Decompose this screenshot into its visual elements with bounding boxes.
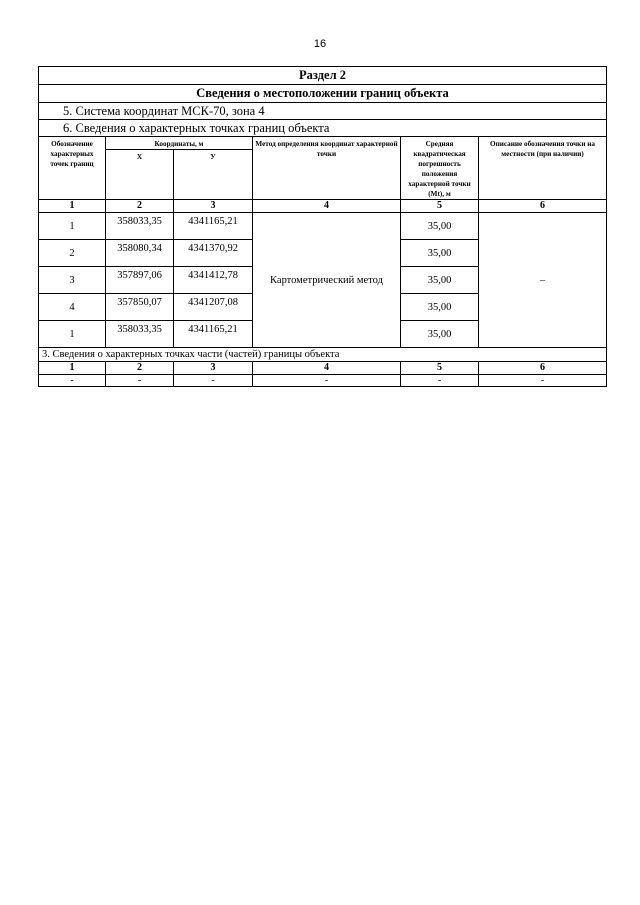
page-number: 16 xyxy=(313,38,327,50)
x-coordinate: 357897,06 xyxy=(106,267,174,294)
header-method: Метод определения координат характерной точки xyxy=(253,137,401,200)
column-number: 3 xyxy=(174,200,253,213)
column-number: 3 xyxy=(174,362,253,375)
header-point-designation: Обозначение характерных точек границ xyxy=(39,137,106,200)
header-x: X xyxy=(106,150,174,200)
point-label: 1 xyxy=(39,213,106,240)
empty-cell: - xyxy=(479,375,607,387)
y-coordinate: 4341165,21 xyxy=(174,213,253,240)
header-y: У xyxy=(174,150,253,200)
x-coordinate: 358033,35 xyxy=(106,213,174,240)
point-label: 1 xyxy=(39,321,106,348)
accuracy-value: 35,00 xyxy=(401,294,479,321)
description-cell: – xyxy=(479,213,607,348)
section-title: Раздел 2 xyxy=(39,67,607,85)
column-number: 6 xyxy=(479,200,607,213)
header-coordinates: Координаты, м xyxy=(106,137,253,150)
y-coordinate: 4341412,78 xyxy=(174,267,253,294)
method-cell: Картометрический метод xyxy=(253,213,401,348)
coordinate-system-line: 5. Система координат МСК-70, зона 4 xyxy=(39,103,607,120)
empty-cell: - xyxy=(174,375,253,387)
column-number: 2 xyxy=(106,362,174,375)
header-description: Описание обозначения точки на местности (при наличии) xyxy=(479,137,607,200)
x-coordinate: 357850,07 xyxy=(106,294,174,321)
x-coordinate: 358033,35 xyxy=(106,321,174,348)
column-number: 6 xyxy=(479,362,607,375)
table-row xyxy=(39,213,607,240)
column-number: 5 xyxy=(401,362,479,375)
header-accuracy: Средняя квадратическая погрешность положения характерной точки (Mt), м xyxy=(401,137,479,200)
column-number: 1 xyxy=(39,362,106,375)
column-number: 1 xyxy=(39,200,106,213)
accuracy-value: 35,00 xyxy=(401,213,479,240)
section-subtitle: Сведения о местоположении границ объекта xyxy=(39,85,607,103)
accuracy-value: 35,00 xyxy=(401,321,479,348)
y-coordinate: 4341165,21 xyxy=(174,321,253,348)
points-info-line: 6. Сведения о характерных точках границ объекта xyxy=(39,120,607,137)
y-coordinate: 4341207,08 xyxy=(174,294,253,321)
column-number: 4 xyxy=(253,200,401,213)
accuracy-value: 35,00 xyxy=(401,267,479,294)
section3-title: 3. Сведения о характерных точках части (частей) границы объекта xyxy=(39,348,607,362)
point-label: 2 xyxy=(39,240,106,267)
column-number: 4 xyxy=(253,362,401,375)
empty-cell: - xyxy=(39,375,106,387)
point-label: 3 xyxy=(39,267,106,294)
empty-cell: - xyxy=(401,375,479,387)
empty-cell: - xyxy=(253,375,401,387)
x-coordinate: 358080,34 xyxy=(106,240,174,267)
boundary-table xyxy=(38,66,607,387)
column-number: 2 xyxy=(106,200,174,213)
table-row xyxy=(39,375,607,387)
column-number: 5 xyxy=(401,200,479,213)
accuracy-value: 35,00 xyxy=(401,240,479,267)
point-label: 4 xyxy=(39,294,106,321)
empty-cell: - xyxy=(106,375,174,387)
y-coordinate: 4341370,92 xyxy=(174,240,253,267)
